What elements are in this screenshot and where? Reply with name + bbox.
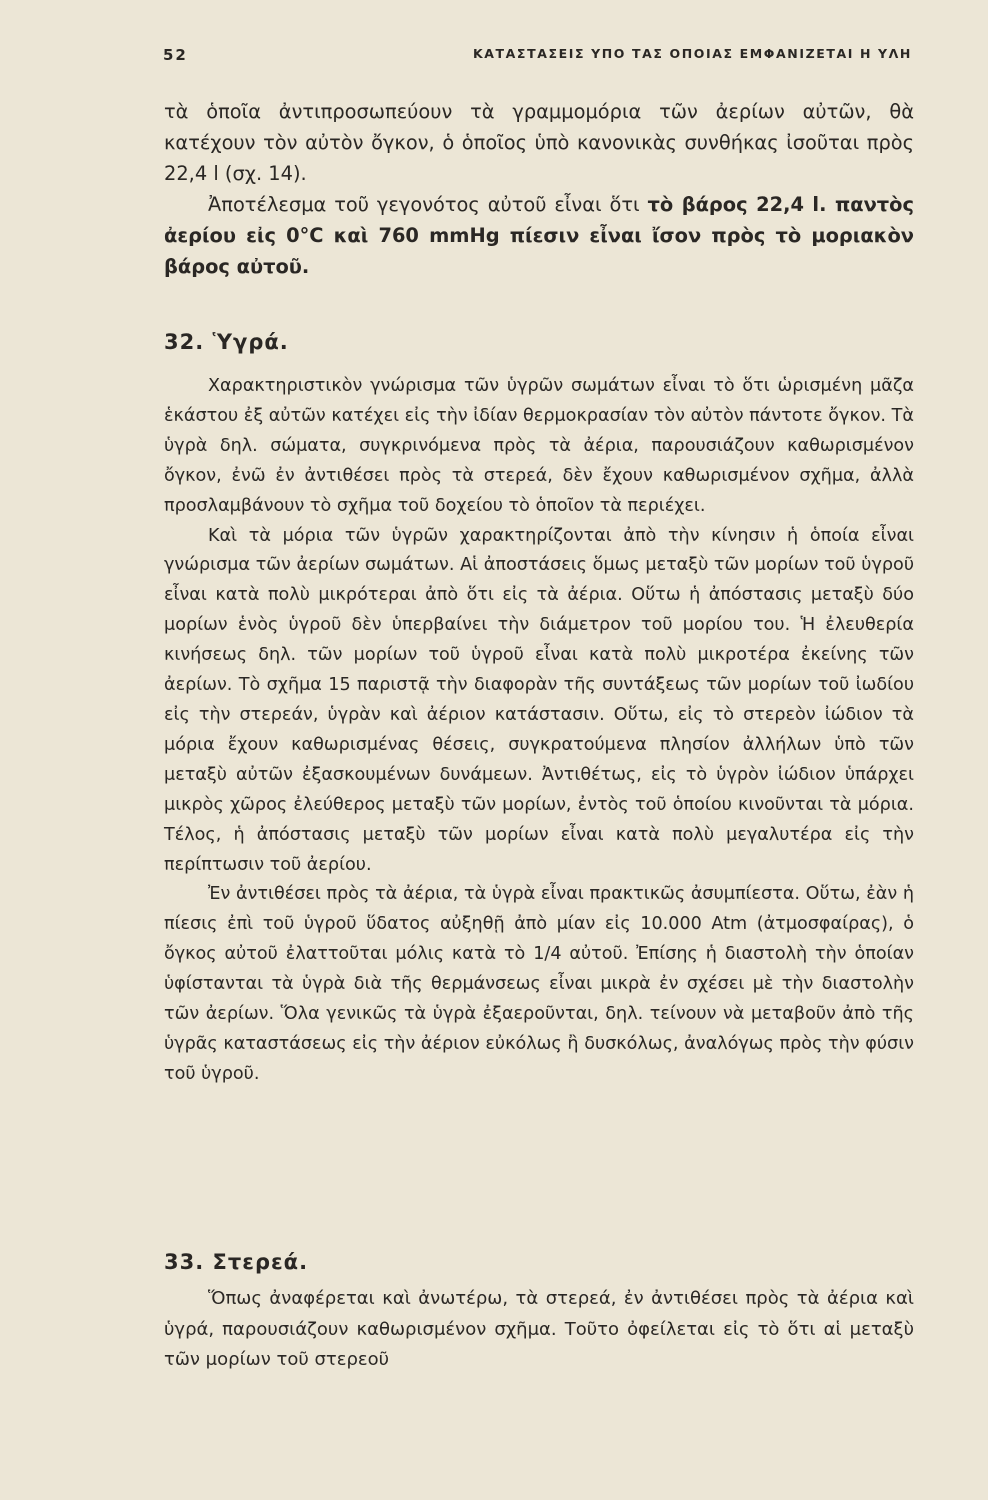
section-32-paragraph-1: Χαρακτηριστικὸν γνώρισμα τῶν ὑγρῶν σωμάτων εἶναι τὸ ὅτι ὡρισμένη μᾶζα ἑκάστου ἐξ αὐτῶν κατέχει εἰς τὴν ἰδίαν θερμοκρασίαν τὸν αὐτὸν πάντοτε ὄγκον. Τὰ ὑγρὰ δηλ. σώματα, συγκρινόμενα πρὸς τὰ ἀέρια, παρουσιάζουν καθωρισμένον ὄγκον, ἐνῶ ἐν ἀντιθέσει πρὸς τὰ στερεά, δὲν ἔχουν καθωρισμένον σχῆμα, ἀλλὰ προσλαμβάνουν τὸ σχῆμα τοῦ δοχείου τὸ ὁποῖον τὰ περιέχει. — [164, 376, 914, 516]
section-33-text — [164, 1284, 914, 1376]
intro-text-block — [164, 96, 914, 282]
section-32-paragraph-3: Ἐν ἀντιθέσει πρὸς τὰ ἀέρια, τὰ ὑγρὰ εἶναι πρακτικῶς ἀσυμπίεστα. Οὕτω, ἐὰν ἡ πίεσις ἐπὶ τοῦ ὑγροῦ ὕδατος αὐξηθῇ ἀπὸ μίαν εἰς 10.000 Atm (ἀτμοσφαίρας), ὁ ὄγκος αὐτοῦ ἐλαττοῦται μόλις κατὰ τὸ 1/4 αὐτοῦ. Ἐπίσης ἡ διαστολὴ τὴν ὁποίαν ὑφίστανται τὰ ὑγρὰ διὰ τῆς θερμάνσεως εἶναι μικρὰ ἐν σχέσει μὲ τὴν διαστολὴν τῶν ἀερίων. Ὅλα γενικῶς τὰ ὑγρὰ ἐξαεροῦνται, δηλ. τείνουν νὰ μεταβοῦν ἀπὸ τῆς ὑγρᾶς καταστάσεως εἰς τὴν ἀέριον εὐκόλως ἢ δυσκόλως, ἀναλόγως πρὸς τὴν φύσιν τοῦ ὑγροῦ. — [164, 884, 914, 1084]
section-32-paragraph-2: Καὶ τὰ μόρια τῶν ὑγρῶν χαρακτηρίζονται ἀπὸ τὴν κίνησιν ἡ ὁποία εἶναι γνώρισμα τῶν ἀερίων σωμάτων. Αἱ ἀποστάσεις ὅμως μεταξὺ τῶν μορίων τοῦ ὑγροῦ εἶναι κατὰ πολὺ μικρότεραι ἀπὸ ὅτι εἰς τὰ ἀέρια. Οὕτω ἡ ἀπόστασις μεταξὺ δύο μορίων ἑνὸς ὑγροῦ δὲν ὑπερβαίνει τὴν διάμετρον τοῦ μορίου του. Ἡ ἐλευθερία κινήσεως δηλ. τῶν μορίων τοῦ ὑγροῦ εἶναι κατὰ πολὺ μικροτέρα ἐκείνης τῶν ἀερίων. Τὸ σχῆμα 15 παριστᾷ τὴν διαφορὰν τῆς συντάξεως τῶν μορίων τοῦ ἰωδίου εἰς τὴν στερεάν, ὑγρὰν καὶ ἀέριον κατάστασιν. Οὕτω, εἰς τὸ στερεὸν ἰώδιον τὰ μόρια ἔχουν καθωρισμένας θέσεις, συγκρατούμενα πλησίον ἀλλήλων ὑπὸ τῶν μεταξὺ αὐτῶν ἐξασκουμένων δυνάμεων. Ἀντιθέτως, εἰς τὸ ὑγρὸν ἰώδιον ὑπάρχει μικρὸς χῶρος ἐλεύθερος μεταξὺ τῶν μορίων, ἐντὸς τοῦ ὁποίου κινοῦνται τὰ μόρια. Τέλος, ἡ ἀπόστασις μεταξὺ τῶν μορίων εἶναι κατὰ πολὺ μεγαλυτέρα εἰς τὴν περίπτωσιν τοῦ ἀερίου. — [164, 525, 914, 875]
conclusion-lead-text: Ἀποτέλεσμα τοῦ γεγονότος αὐτοῦ εἶναι ὅτι — [208, 193, 648, 216]
running-header-title: ΚΑΤΑΣΤΑΣΕΙΣ ΥΠΟ ΤΑΣ ΟΠΟΙΑΣ ΕΜΦΑΝΙΖΕΤΑΙ Η ΥΛΗ — [472, 46, 912, 61]
conclusion-emphasis-text: τὸ βάρος 22,4 l. παντὸς ἀερίου εἰς 0°C καὶ 760 mmHg πίεσιν εἶναι ἴσον πρὸς τὸ μοριακὸν βάρος αὐτοῦ. — [164, 193, 915, 278]
section-32-heading: 32. Ὑγρά. — [164, 330, 289, 354]
section-32-text — [164, 372, 914, 1090]
section-33-paragraph-1: Ὅπως ἀναφέρεται καὶ ἀνωτέρω, τὰ στερεά, ἐν ἀντιθέσει πρὸς τὰ ἀέρια καὶ ὑγρά, παρουσιάζουν καθωρισμένον σχῆμα. Τοῦτο ὀφείλεται εἰς τὸ ὅτι αἱ μεταξὺ τῶν μορίων τοῦ στερεοῦ — [164, 1288, 914, 1370]
page-number: 52 — [163, 46, 188, 64]
section-33-heading: 33. Στερεά. — [164, 1250, 309, 1274]
intro-paragraph: τὰ ὁποῖα ἀντιπροσωπεύουν τὰ γραμμομόρια τῶν ἀερίων αὐτῶν, θὰ κατέχουν τὸν αὐτὸν ὄγκον, ὁ ὁποῖος ὑπὸ κανονικὰς συνθήκας ἰσοῦται πρὸς 22,4 l (σχ. 14). — [164, 100, 914, 185]
conclusion-paragraph — [164, 189, 914, 282]
